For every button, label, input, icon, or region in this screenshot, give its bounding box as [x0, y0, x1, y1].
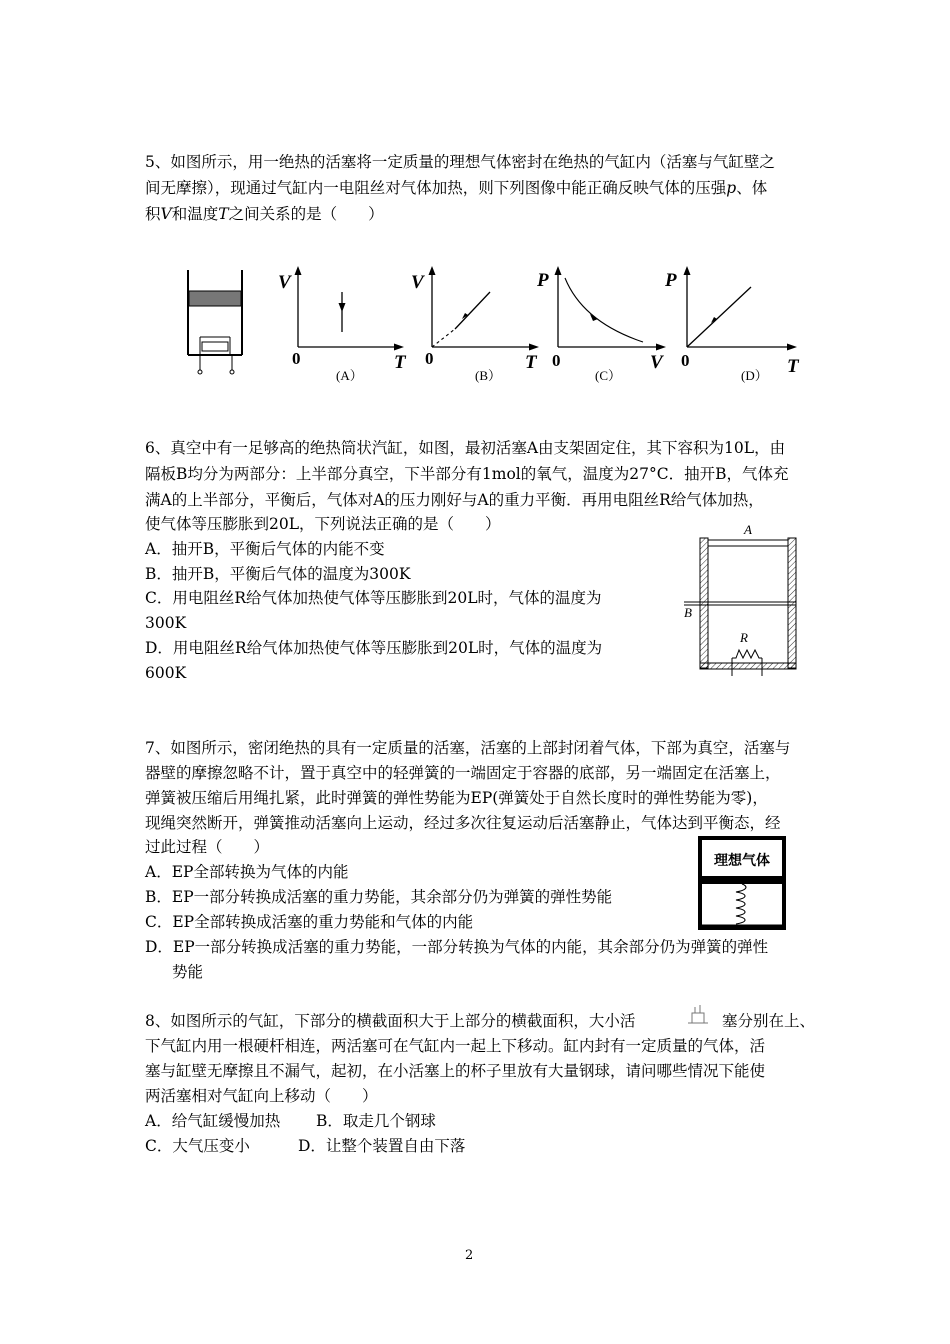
graph-c-x-label: V — [650, 352, 663, 373]
q7-option-d-line-1: D．EP一部分转换成活塞的重力势能，一部分转换为气体的内能，其余部分仍为弹簧的弹性 — [145, 938, 769, 956]
q5-var-p: p — [726, 179, 737, 197]
q6-option-d-line-2: 600K — [145, 664, 187, 682]
graph-a-x-label: T — [394, 352, 406, 373]
q5-graph-a — [270, 262, 410, 384]
q7-option-b: B．EP一部分转换成活塞的重力势能，其余部分仍为弹簧的弹性势能 — [145, 888, 613, 906]
q7-option-a: A．EP全部转换为气体的内能 — [145, 863, 349, 881]
graph-b-origin: 0 — [425, 349, 434, 368]
graph-b-caption: (B） — [475, 368, 502, 383]
graph-c-y-label: P — [537, 270, 549, 291]
graph-d-y-label: P — [665, 270, 677, 291]
q7-option-d-line-2: 势能 — [172, 963, 204, 981]
q5-line-2-tail: 、体 — [736, 179, 768, 197]
q8-option-d: D．让整个装置自由下落 — [298, 1137, 466, 1155]
q6-line-2: 隔板B均分为两部分：上半部分真空，下半部分有1mol的氧气，温度为27°C．抽开B，气体充 — [145, 465, 789, 483]
q6-option-c-line-1: C．用电阻丝R给气体加热使气体等压膨胀到20L时，气体的温度为 — [145, 589, 602, 607]
graph-c-origin: 0 — [552, 351, 561, 370]
q8-line-2: 下气缸内用一根硬杆相连，两活塞可在气缸内一起上下移动。缸内封有一定质量的气体，活 — [145, 1037, 766, 1055]
q8-option-b: B．取走几个钢球 — [316, 1112, 436, 1130]
q5-line-1: 5、如图所示，用一绝热的活塞将一定质量的理想气体密封在绝热的气缸内（活塞与气缸壁之 — [145, 153, 775, 171]
q5-line-3 — [145, 202, 384, 226]
q6-option-d-line-1: D．用电阻丝R给气体加热使气体等压膨胀到20L时，气体的温度为 — [145, 639, 603, 657]
graph-d-x-label: T — [787, 356, 799, 377]
graph-b-x-label: T — [525, 352, 537, 373]
q5-var-t: T — [218, 205, 229, 223]
q6-label-r: R — [740, 630, 748, 645]
q8-line-1-b: 塞分别在上、 — [722, 1012, 816, 1030]
q5-line-3-c: 之间关系的是（ ） — [228, 205, 384, 223]
q7-line-1: 7、如图所示，密闭绝热的具有一定质量的活塞，活塞的上部封闭着气体，下部为真空，活塞与 — [145, 739, 791, 757]
q6-label-b: B — [684, 605, 692, 620]
q6-cylinder-figure — [680, 518, 805, 678]
q6-line-1: 6、真空中有一足够高的绝热筒状汽缸，如图，最初活塞A由支架固定住，其下容积为10L，由 — [145, 439, 786, 457]
q7-line-4: 现绳突然断开，弹簧推动活塞向上运动，经过多次往复运动后活塞静止，气体达到平衡态，经 — [145, 814, 781, 832]
graph-d-caption: (D） — [741, 368, 768, 383]
q5-var-v: V — [160, 205, 172, 223]
q8-option-a: A．给气缸缓慢加热 — [145, 1112, 281, 1130]
q6-option-a: A．抽开B，平衡后气体的内能不变 — [145, 540, 385, 558]
q8-line-1 — [145, 1009, 635, 1033]
q6-line-3: 满A的上半部分，平衡后，气体对A的压力刚好与A的重力平衡．再用电阻丝R给气体加热， — [145, 491, 764, 509]
page-number: 2 — [465, 1248, 474, 1263]
q7-container-figure — [698, 836, 788, 932]
q5-line-2 — [145, 176, 767, 200]
q5-graph-d — [665, 262, 810, 384]
graph-a-origin: 0 — [292, 349, 301, 368]
q8-small-figure — [686, 1003, 710, 1025]
q5-line-3-b: 和温度 — [171, 205, 219, 223]
graph-a-y-label: V — [278, 272, 291, 293]
graph-c-caption: (C） — [595, 368, 622, 383]
q7-line-3: 弹簧被压缩后用绳扎紧，此时弹簧的弹性势能为EP(弹簧处于自然长度时的弹性势能为零)， — [145, 789, 768, 807]
q7-gas-label: 理想气体 — [714, 854, 770, 869]
q7-line-5: 过此过程（ ） — [145, 838, 270, 856]
q7-line-2: 器壁的摩擦忽略不计，置于真空中的轻弹簧的一端固定于容器的底部，另一端固定在活塞上， — [145, 764, 781, 782]
q5-line-3-a: 积 — [145, 205, 161, 223]
q8-line-1-a: 8、如图所示的气缸，下部分的横截面积大于上部分的横截面积，大小活 — [145, 1012, 636, 1030]
q6-label-a: A — [744, 522, 752, 537]
graph-a-caption: (A） — [336, 368, 363, 383]
graph-b-y-label: V — [411, 272, 424, 293]
q5-line-2-text: 间无摩擦），现通过气缸内一电阻丝对气体加热，则下列图像中能正确反映气体的压强 — [145, 179, 727, 197]
q8-option-c: C．大气压变小 — [145, 1137, 250, 1155]
graph-d-origin: 0 — [681, 351, 690, 370]
q5-graph-b — [405, 262, 545, 384]
q7-option-c: C．EP全部转换成活塞的重力势能和气体的内能 — [145, 913, 474, 931]
q6-option-b: B．抽开B，平衡后气体的温度为300K — [145, 565, 411, 583]
q8-line-3: 塞与缸壁无摩擦且不漏气，起初，在小活塞上的杯子里放有大量钢球，请问哪些情况下能使 — [145, 1062, 766, 1080]
q5-graph-c — [535, 262, 675, 384]
q8-line-4: 两活塞相对气缸向上移动（ ） — [145, 1087, 378, 1105]
q6-line-4: 使气体等压膨胀到20L，下列说法正确的是（ ） — [145, 515, 501, 533]
q5-cylinder-figure — [180, 262, 250, 380]
q6-option-c-line-2: 300K — [145, 614, 187, 632]
